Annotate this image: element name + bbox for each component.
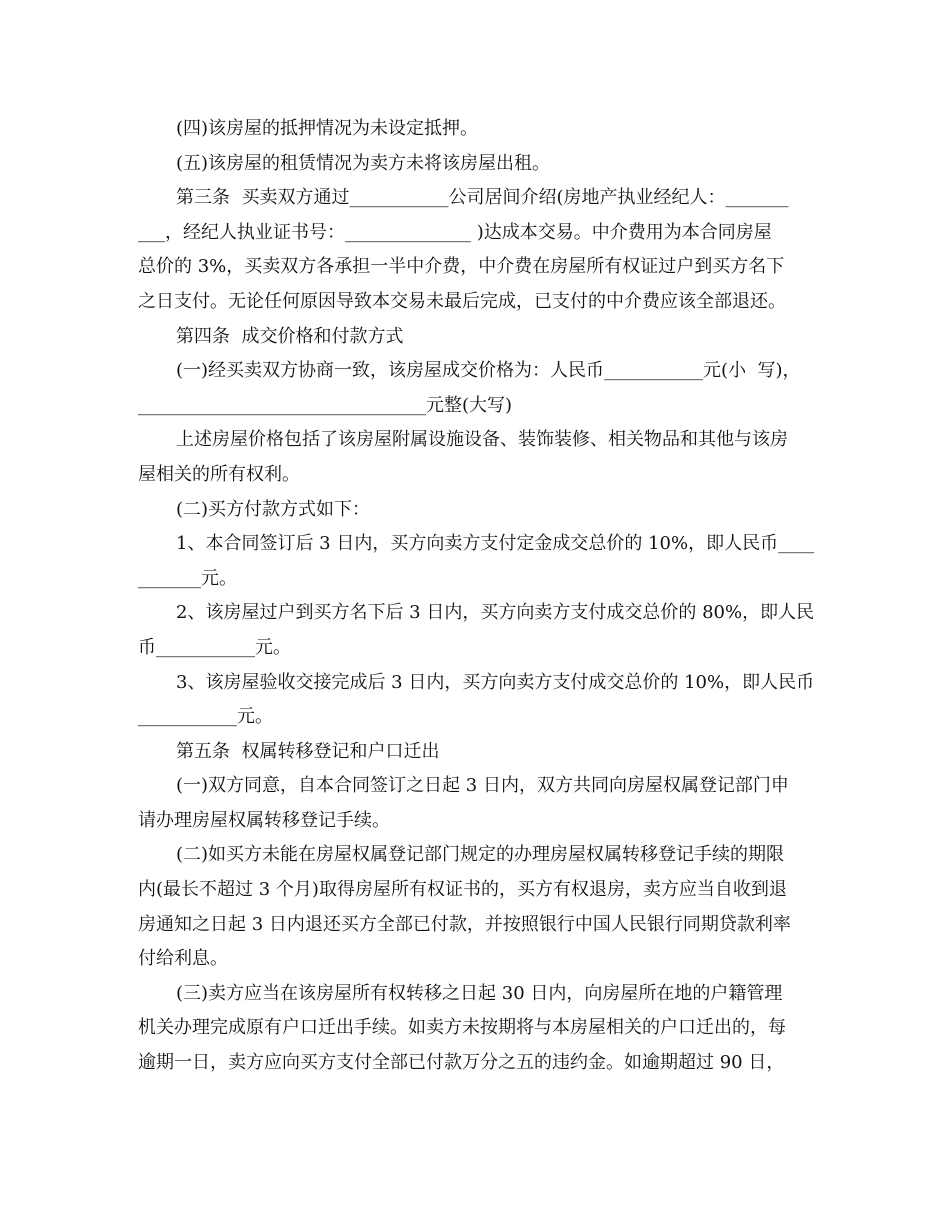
- article-4-heading: 第四条 成交价格和付款方式: [176, 325, 404, 347]
- text-line: 屋相关的所有权利。: [138, 463, 300, 485]
- text-line: 付给利息。: [138, 948, 228, 970]
- text-line: 机关办理完成原有户口迁出手续。如卖方未按期将与本房屋相关的户口迁出的，每: [138, 1017, 786, 1039]
- text-line: 房通知之日起 3 日内退还买方全部已付款，并按照银行中国人民银行同期贷款利率: [138, 913, 791, 935]
- document-page: [138, 112, 818, 1081]
- text-line: ________________________________元整(大写): [138, 394, 513, 416]
- text-line: 币___________元。: [138, 636, 291, 658]
- text-line: 逾期一日，卖方应向买方支付全部已付款万分之五的违约金。如逾期超过 90 日，: [138, 1052, 785, 1074]
- text-line: 2、该房屋过户到买方名下后 3 日内，买方向卖方支付成交总价的 80%，即人民: [176, 602, 815, 624]
- text-line: (三)卖方应当在该房屋所有权转移之日起 30 日内，向房屋所在地的户籍管理: [176, 982, 783, 1004]
- text-line: (一)双方同意，自本合同签订之日起 3 日内，双方共同向房屋权属登记部门申: [176, 775, 789, 797]
- article-3-heading-line: 第三条 买卖双方通过___________公司居间介绍(房地产执业经纪人：_______: [176, 187, 789, 209]
- text-line: ___，经纪人执业证书号：______________ )达成本交易。中介费用为本合同房屋: [138, 221, 772, 243]
- text-line: 总价的 3%，买卖双方各承担一半中介费，中介费在房屋所有权证过户到买方名下: [138, 256, 785, 278]
- text-line: ___________元。: [138, 706, 273, 728]
- text-line: 请办理房屋权属转移登记手续。: [138, 809, 390, 831]
- text-line: 上述房屋价格包括了该房屋附属设施设备、装饰装修、相关物品和其他与该房: [176, 429, 788, 451]
- text-line: 1、本合同签订后 3 日内，买方向卖方支付定金成交总价的 10%，即人民币____: [176, 533, 815, 555]
- text-line: (四)该房屋的抵押情况为未设定抵押。: [176, 118, 479, 139]
- text-line: (五)该房屋的租赁情况为卖方未将该房屋出租。: [176, 152, 551, 174]
- text-line: 3、该房屋验收交接完成后 3 日内，买方向卖方支付成交总价的 10%，即人民币: [176, 671, 815, 693]
- text-line: 内(最长不超过 3 个月)取得房屋所有权证书的，买方有权退房，卖方应当自收到退: [138, 879, 787, 901]
- text-line: _______元。: [138, 567, 237, 589]
- text-line: (一)经买卖双方协商一致，该房屋成交价格为：人民币___________元(小 写)，: [176, 360, 801, 382]
- text-line: 之日支付。无论任何原因导致本交易未最后完成，已支付的中介费应该全部退还。: [138, 290, 786, 312]
- article-5-heading: 第五条 权属转移登记和户口迁出: [176, 740, 440, 762]
- text-line: (二)买方付款方式如下：: [176, 498, 371, 520]
- text-line: (二)如买方未能在房屋权属登记部门规定的办理房屋权属转移登记手续的期限: [176, 844, 785, 866]
